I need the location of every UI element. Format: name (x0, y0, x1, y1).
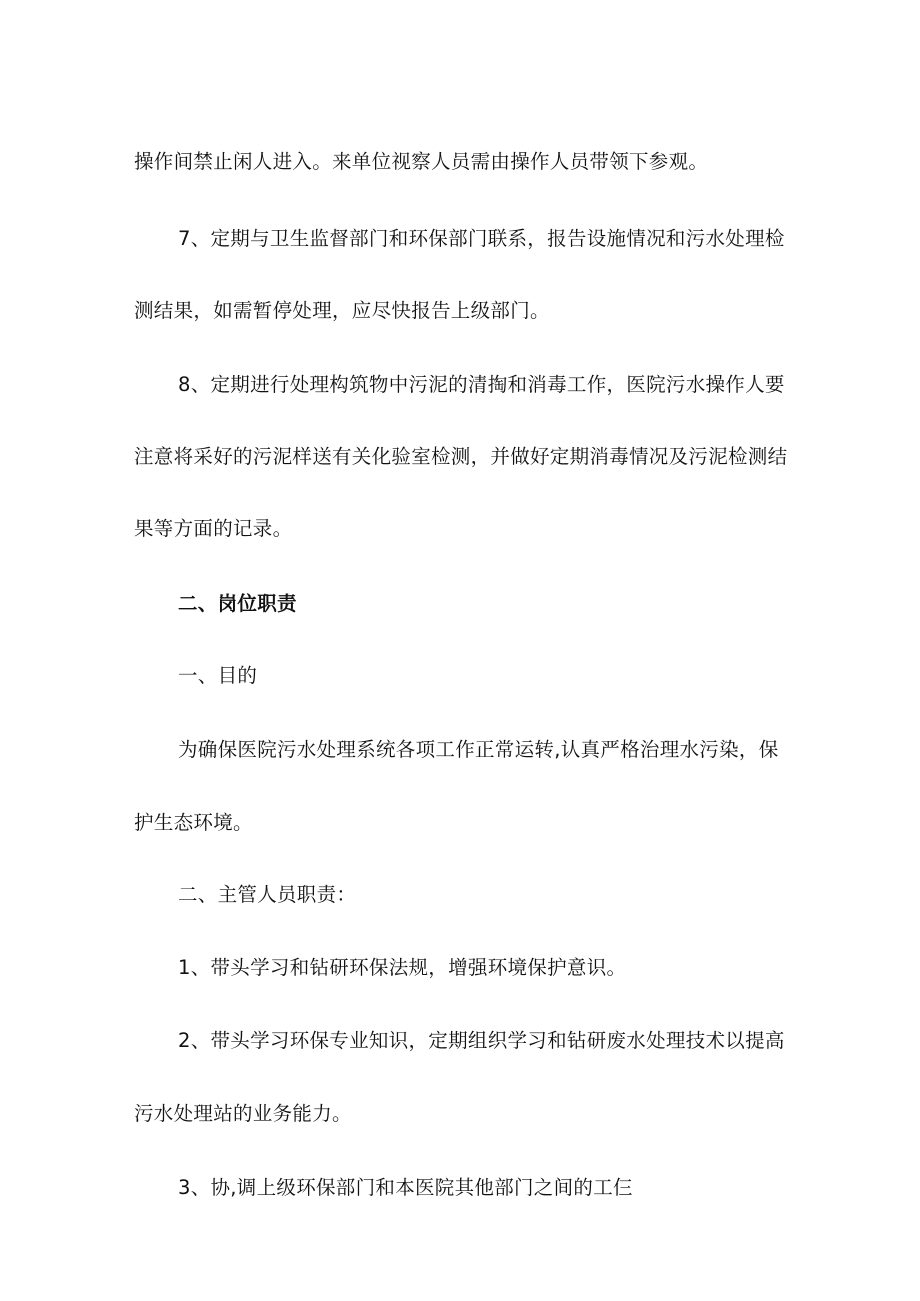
subsection-heading: 二、主管人员职责： (178, 883, 357, 906)
paragraph-line: 操作间禁止闲人进入。来单位视察人员需由操作人员带领下参观。 (134, 150, 709, 173)
paragraph-line: 护生态环境。 (134, 811, 253, 834)
list-item: 2、带头学习环保专业知识，定期组织学习和钻研废水处理技术以提高 (178, 1029, 785, 1052)
subsection-heading: 一、目的 (178, 664, 258, 687)
paragraph-line: 污水处理站的业务能力。 (134, 1102, 352, 1125)
section-heading: 二、岗位职责 (178, 592, 297, 615)
paragraph-line: 7、定期与卫生监督部门和环保部门联系，报告设施情况和污水处理检 (178, 227, 785, 250)
paragraph-line: 8、定期进行处理构筑物中污泥的清掏和消毒工作，医院污水操作人要 (178, 373, 785, 396)
paragraph-line: 果等方面的记录。 (134, 517, 293, 540)
paragraph-line: 为确保医院污水处理系统各项工作正常运转,认真严格治理水污染，保 (178, 738, 779, 761)
list-item: 3、协,调上级环保部门和本医院其他部门之间的工仨 (178, 1176, 633, 1199)
paragraph-line: 测结果，如需暂停处理，应尽快报告上级部门。 (134, 299, 550, 322)
list-item: 1、带头学习和钻研环保法规，增强环境保护意识。 (178, 956, 627, 979)
paragraph-line: 注意将采好的污泥样送有关化验室检测，并做好定期消毒情况及污泥检测结 (134, 445, 788, 468)
